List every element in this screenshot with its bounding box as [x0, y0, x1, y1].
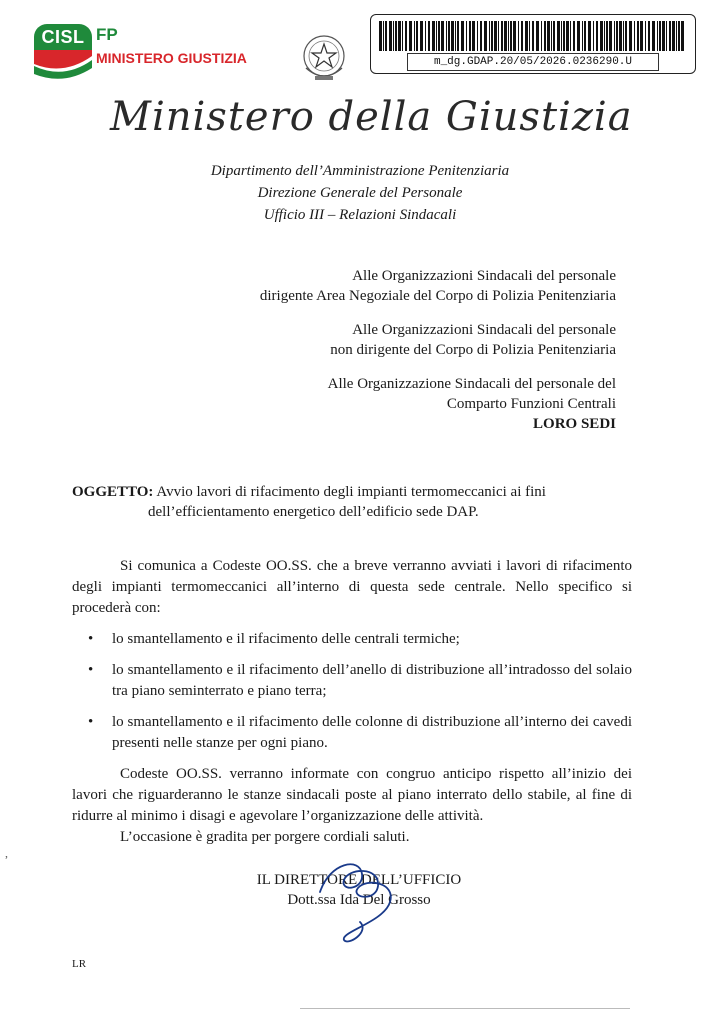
list-item-text: lo smantellamento e il rifacimento delle colonne di distribuzione all’interno dei cavedi presenti nelle stanze per ogni piano.	[112, 714, 632, 751]
addressee-line: non dirigente del Corpo di Polizia Penitenziaria	[330, 342, 616, 358]
direction-line: Direzione Generale del Personale	[257, 185, 463, 201]
addressee-line: Comparto Funzioni Centrali	[446, 396, 616, 412]
addressee-line: Alle Organizzazione Sindacali del personale del	[327, 376, 616, 392]
ministry-title: Ministero della Giustizia	[110, 94, 633, 140]
department-line: Dipartimento dell’Amministrazione Penitenziaria	[210, 163, 510, 179]
addressee-line: Alle Organizzazioni Sindacali del personale	[352, 322, 616, 338]
list-item	[72, 712, 632, 754]
office-line: Ufficio III – Relazioni Sindacali	[263, 207, 457, 223]
fp-text: FP	[96, 25, 118, 44]
list-item-text: lo smantellamento e il rifacimento delle centrali termiche;	[112, 631, 460, 647]
department-block	[160, 160, 560, 226]
bullet-icon: •	[88, 631, 94, 647]
cisl-fp-logo	[34, 22, 274, 84]
works-list	[72, 629, 632, 754]
list-item	[72, 660, 632, 702]
signature-block	[244, 870, 474, 910]
cisl-swoosh-icon	[34, 50, 92, 84]
bullet-icon: •	[88, 662, 94, 678]
closing-paragraph: L’occasione è gradita per porgere cordiali saluti.	[120, 829, 410, 845]
protocol-number: m_dg.GDAP.20/05/2026.0236290.U	[407, 53, 659, 71]
footer-divider	[300, 1008, 630, 1009]
signer-role: IL DIRETTORE DELL’UFFICIO	[256, 872, 462, 888]
subject	[72, 482, 632, 522]
italian-republic-emblem-icon	[300, 32, 348, 84]
info-paragraph: Codeste OO.SS. verranno informate con congruo anticipo rispetto all’inizio dei lavori che riguarderanno le stanze sindacali poste al piano interrato dello stabile, al fine di ridurre al minimo i disagi e agevolare l’organizzazione delle attività.	[72, 766, 632, 824]
subject-label: OGGETTO:	[72, 484, 154, 500]
bullet-icon: •	[88, 714, 94, 730]
protocol-stamp	[370, 14, 696, 74]
drafter-initials: LR	[72, 958, 87, 970]
addressee-line: dirigente Area Negoziale del Corpo di Polizia Penitenziaria	[259, 288, 616, 304]
intro-paragraph: Si comunica a Codeste OO.SS. che a breve verranno avviati i lavori di rifacimento degli impianti termomeccanici all’interno di questa sede centrale. Nello specifico si procederà con:	[72, 558, 632, 616]
subject-line: Avvio lavori di rifacimento degli impianti termomeccanici ai fini	[156, 484, 546, 500]
signer-name: Dott.ssa Ida Del Grosso	[287, 892, 431, 908]
letter-body	[72, 556, 632, 848]
subject-line: dell’efficientamento energetico dell’edificio sede DAP.	[148, 504, 479, 520]
barcode-icon	[379, 21, 687, 51]
addressee-line: Alle Organizzazioni Sindacali del personale	[352, 268, 616, 284]
margin-mark: ,	[5, 846, 8, 860]
list-item	[72, 629, 632, 650]
addressees	[156, 266, 616, 448]
addressee-group	[156, 266, 616, 306]
addressee-group	[156, 374, 616, 434]
cisl-logo-text: CISL	[34, 24, 92, 50]
addressee-group	[156, 320, 616, 360]
loro-sedi: LORO SEDI	[533, 416, 616, 432]
list-item-text: lo smantellamento e il rifacimento dell’anello di distribuzione all’intradosso del solaio tra piano seminterrato e piano terra;	[112, 662, 632, 699]
logo-ministry-text: MINISTERO GIUSTIZIA	[96, 50, 247, 66]
